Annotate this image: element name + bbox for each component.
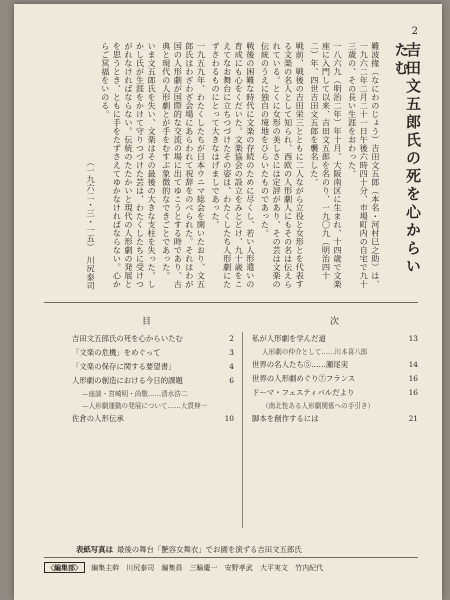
toc-subentry: —人形劇運動の発展について……大貫伸一 bbox=[82, 402, 208, 410]
staff-member: 編集員 三輪慶一 bbox=[161, 564, 218, 572]
section-divider bbox=[44, 302, 418, 303]
staff-member: 編集主幹 川尻泰司 bbox=[91, 564, 155, 572]
toc-entry[interactable]: 脚本を創作するには 21 bbox=[252, 414, 418, 423]
toc-entry[interactable]: 人形劇の創造における今日的課題 6 bbox=[72, 376, 234, 385]
table-of-contents bbox=[72, 332, 418, 528]
toc-entry[interactable]: 「文楽の危機」をめぐって 3 bbox=[72, 348, 234, 357]
toc-entry[interactable]: 「文楽の保存に関する要望書」 4 bbox=[72, 362, 234, 371]
toc-heading-left: 目 bbox=[142, 317, 152, 327]
staff-member: 大平実文 bbox=[259, 564, 288, 572]
toc-entry[interactable]: 私が人形劇を学んだ道 13 bbox=[252, 334, 418, 343]
staff-member: 竹内紀代 bbox=[295, 564, 324, 572]
cover-photo-caption bbox=[76, 544, 416, 555]
toc-entry[interactable]: 佐倉の人形伝承 10 bbox=[72, 414, 234, 423]
article-body bbox=[44, 42, 422, 290]
toc-entry[interactable]: ドーマ・フェスティバルだより 16 bbox=[252, 388, 418, 397]
toc-subentry: 人形劇の仲介として……川本喜八郎 bbox=[262, 348, 368, 356]
toc-heading bbox=[14, 314, 442, 328]
toc-subentry: （南北性ある人形劇関係への手引き） bbox=[262, 402, 375, 410]
toc-entry[interactable]: 吉田文五郎氏の死を心からいたむ 2 bbox=[72, 334, 234, 343]
article-title: 吉田文五郎氏の死を心からいたむ bbox=[392, 42, 422, 276]
article-paragraph: 一八六九（明治二年）年十月、大阪南区に生まれ、十四歳で文楽座に入門して以来、吉田文五郎を名のり、一九〇九（明治四十二）年、四世吉田文五郎を襲名した。 bbox=[309, 42, 344, 289]
toc-heading-right: 次 bbox=[330, 317, 340, 327]
article-paragraph: 難波掾（なにわのじょう）吉田文五郎（本名・河村巳之助）は、一九六二年二月二十一日午後六時四十分、市場町内の自宅で九十三歳の、その長い生涯をおわった。 bbox=[347, 42, 381, 289]
toc-right-column bbox=[252, 332, 418, 426]
staff-member: 安野孝武 bbox=[224, 564, 253, 572]
article-paragraph: 一九五九年、わたくしたちが日本ウニマ総会を開いたおり、文五郎氏はわざわざ会場にあらわれて祝辞をのべられた。それはわが国の人形劇が国際的な交流の場に出てゆこうとする時であり、古典と現代の人形劇とが手をむすぶ象徴的なできごとであった。 bbox=[161, 42, 207, 289]
toc-subentry: —座談・宮崎明・尚敬……清水浩二 bbox=[82, 390, 188, 398]
toc-left-column bbox=[72, 332, 238, 426]
toc-entry[interactable]: 世界の人形劇めぐり⑦フランス 16 bbox=[252, 374, 418, 383]
staff-label: 〈編集部〉 bbox=[44, 562, 85, 573]
editorial-staff bbox=[44, 563, 424, 573]
toc-divider bbox=[242, 332, 243, 528]
article-paragraph: 戦前、戦後の吉田栄三とともに二人ながら立役と女形とを代表する文楽の名人として知られ、西欧の人形劇人にもその名は伝えられている。とくに女形の美しさには定評があり、その芸は文楽の伝統のうえに独自の境地をひらいたものであった。 bbox=[260, 42, 306, 289]
page bbox=[14, 4, 442, 600]
cover-photo-label: 表紙写真は bbox=[76, 545, 113, 554]
article-paragraph: 戦後の困難な時代に文楽の存続のために尽くし、若い人形遣いの育成にも心をくだいた。文楽協会の設立をみとどけ、九十歳をこえてなお舞台に立ちつづけたその姿は、わたくしたち人形劇にたずさわるものにとって大きなはげましであった。 bbox=[211, 42, 256, 289]
article-byline: （一九六二・三・一五） 川尻泰司 bbox=[86, 158, 97, 290]
toc-entry[interactable]: 世界の名人たち⑤……瀬尾実 14 bbox=[252, 360, 418, 369]
footer-divider bbox=[44, 557, 418, 558]
article-paragraph: いま文五郎氏を失い、文楽はその最後の大きな支柱を失った。しかし氏が生涯をかけて守りつづけた芸は、わたくしたちに受けつがれなければならない。伝統のたたかいと現代の人形劇の発展とを思うとき、ともに手をたずさえてゆかなければならない。心からご冥福をいのる。 bbox=[100, 42, 158, 289]
page-number: 2 bbox=[411, 26, 418, 37]
cover-photo-text: 最後の舞台「艶容女舞衣」でお園を演ずる吉田文五郎氏 bbox=[116, 545, 302, 554]
